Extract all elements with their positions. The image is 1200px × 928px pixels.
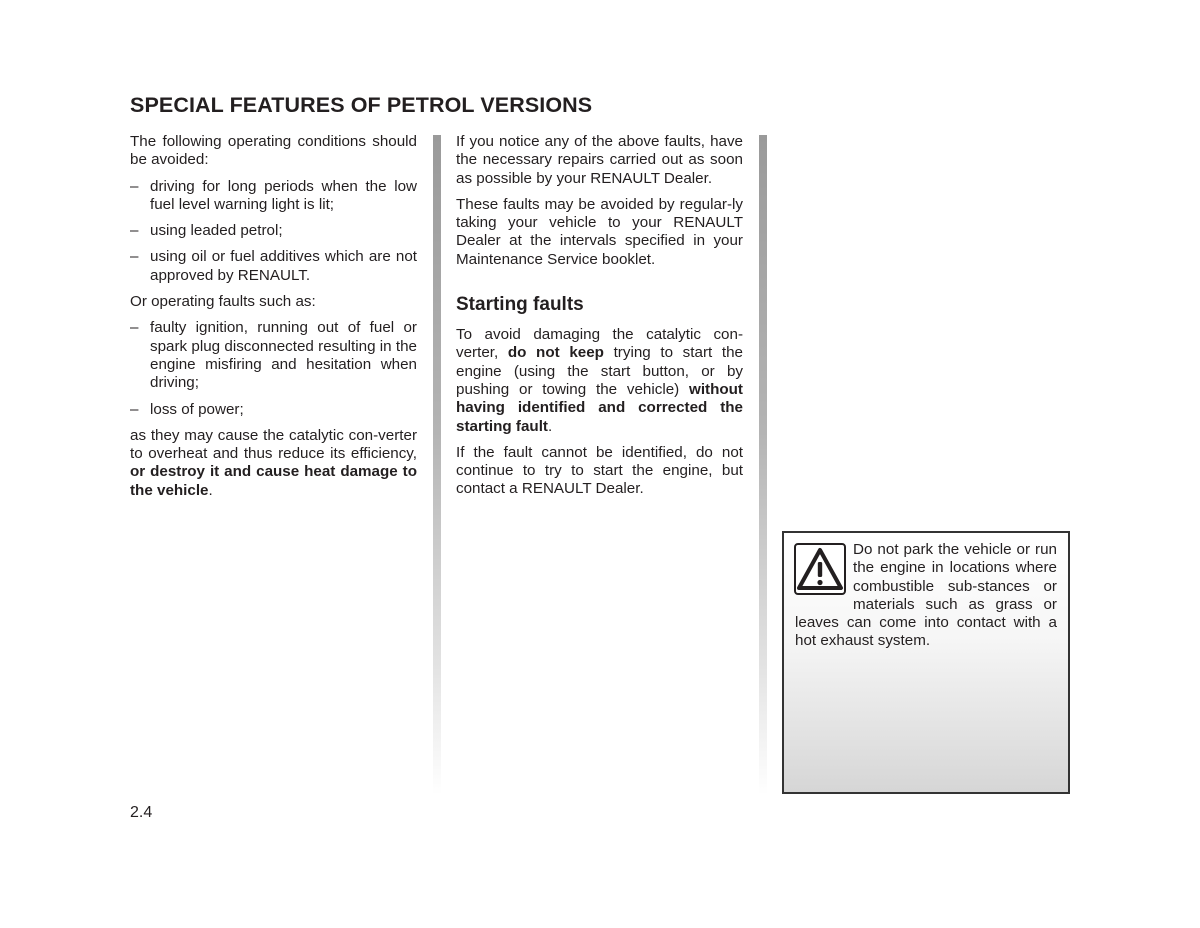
page-number: 2.4 [130,804,153,821]
list-dash: – [130,248,139,266]
column-divider [759,135,767,795]
faults-intro: Or operating faults such as: [130,293,316,311]
list-item: – using oil or fuel additives which are not approved by RENAULT. [130,248,417,284]
list-dash: – [130,222,139,240]
warning-box [782,531,1070,794]
list-dash: – [130,177,139,195]
warning-text: Do not park the vehicle or run the engine in locations where combustible sub-stances or materials such as grass or leaves can come into contact with a hot exhaust system. [795,541,1057,650]
list-item: – using leaded petrol; [130,222,283,240]
conditions-intro: The following operating conditions should be avoided: [130,133,417,169]
list-item: – loss of power; [130,400,244,418]
middle-column [456,133,743,507]
starting-faults-heading: Starting faults [456,294,584,316]
dealer-paragraph: If the fault cannot be identified, do not continue to try to start the engine, but contact a RENAULT Dealer. [456,443,743,498]
column-divider [433,135,441,795]
maintenance-paragraph: These faults may be avoided by regular-ly taking your vehicle to your RENAULT Dealer at the intervals specified in your Maintenance Service booklet. [456,195,743,268]
list-item: – faulty ignition, running out of fuel or spark plug disconnected resulting in the engine misfiring and hesitation when driving; [130,319,417,392]
page-title: SPECIAL FEATURES OF PETROL VERSIONS [130,93,593,117]
warning-text-block [795,541,1057,651]
repairs-paragraph: If you notice any of the above faults, have the necessary repairs carried out as soon as possible by your RENAULT Dealer. [456,133,743,187]
consequence-paragraph: as they may cause the catalytic con-verter to overheat and thus reduce its efficiency, or destroy it and cause heat damage to the vehicle. [130,426,417,499]
starting-faults-paragraph: To avoid damaging the catalytic con-verter, do not keep trying to start the engine (using the start button, or by pushing or towing the vehicle) without having identified and corrected the starting fault. [456,326,743,435]
list-dash: – [130,319,139,337]
left-column [130,133,417,508]
list-dash: – [130,400,139,418]
list-item: – driving for long periods when the low fuel level warning light is lit; [130,177,417,213]
